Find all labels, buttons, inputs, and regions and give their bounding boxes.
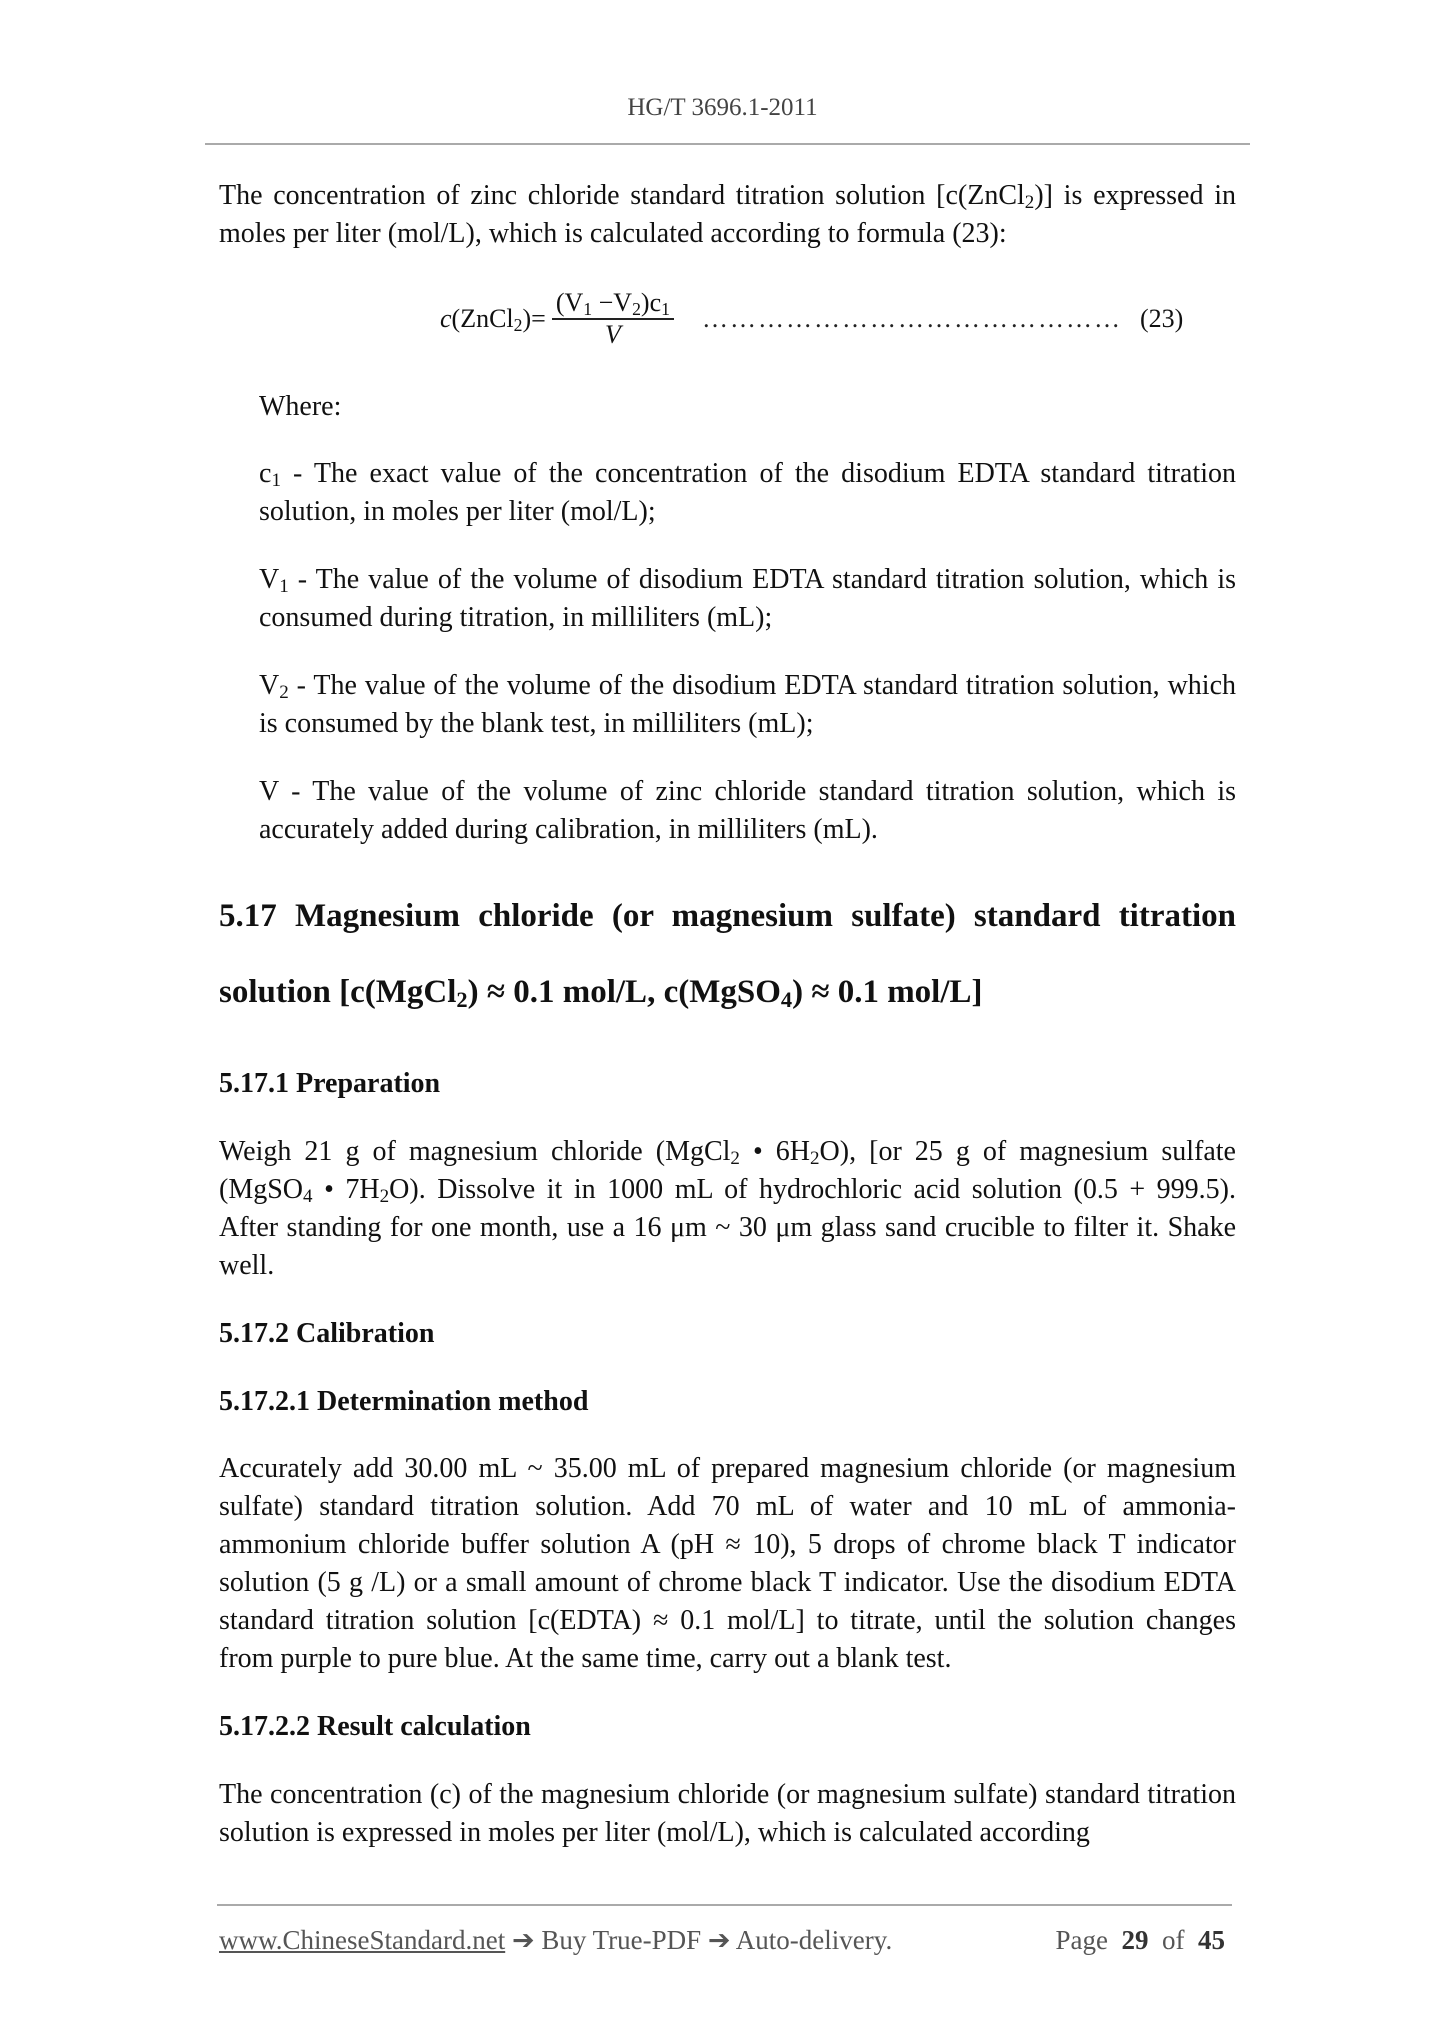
definition-v1: $V_1$ - The value of the volume of disodium EDTA standard titration solution, which is consumed during titration, in milliliters (mL); bbox=[259, 564, 1236, 633]
formula-eq: = bbox=[531, 304, 546, 333]
section-heading-5-17-line1: 5.17 Magnesium chloride (or magnesium sulfate) standard titration bbox=[219, 898, 1236, 934]
determination-paragraph: Accurately add 30.00 mL ~ 35.00 mL of prepared magnesium chloride (or magnesium sulfate) standard titration solution. Add 70 mL of water and 10 mL of ammonia-ammonium chloride buffer solution A (pH ≈ 10), 5 drops of chrome black T indicator solution (5 g /L) or a small amount of chrome black T indicator. Use the disodium EDTA standard titration solution [c(EDTA) ≈ 0.1 mol/L] to titrate, until the solution changes from purple to pure blue. At the same time, carry out a blank test. bbox=[219, 1453, 1236, 1674]
formula-23 bbox=[440, 288, 1183, 350]
result-paragraph: The concentration (c) of the magnesium chloride (or magnesium sulfate) standard titration solution is expressed in moles per liter (mol/L), which is calculated according bbox=[219, 1779, 1236, 1848]
page-word: Page bbox=[1055, 1925, 1108, 1955]
arrow-right-icon: ➔ bbox=[707, 1925, 731, 1955]
section-heading-5-17-line2: solution [c(MgCl$_2$) ≈ 0.1 mol/L, c(MgSO$_4$) ≈ 0.1 mol/L] bbox=[219, 974, 983, 1012]
definition-v: V - The value of the volume of zinc chloride standard titration solution, which is accurately added during calibration, in milliliters (mL). bbox=[259, 776, 1236, 845]
header-divider bbox=[205, 143, 1250, 145]
where-label: Where: bbox=[259, 391, 342, 422]
definition-v2: $V_2$ - The value of the volume of the disodium EDTA standard titration solution, which is consumed by the blank test, in milliliters (mL); bbox=[259, 670, 1236, 739]
preparation-paragraph: Weigh 21 g of magnesium chloride (MgCl$_2$ • $6H_2O$), [or 25 g of magnesium sulfate (MgSO$_4$ • $7H_2O$). Dissolve it in 1000 mL of hydrochloric acid solution (0.5 + 999.5). After standing for one month, use a 16 μm ~ 30 μm glass sand crucible to filter it. Shake well. bbox=[219, 1136, 1237, 1281]
total-pages: 45 bbox=[1198, 1925, 1225, 1955]
formula-species: (ZnCl bbox=[451, 304, 514, 333]
intro-paragraph: The concentration of zinc chloride standard titration solution [c(ZnCl$_2$)] is expressed in moles per liter (mol/L), which is calculated according to formula (23): bbox=[219, 180, 1236, 249]
buy-text: Buy True-PDF bbox=[541, 1925, 702, 1955]
delivery-text: Auto-delivery. bbox=[735, 1925, 893, 1955]
footer-promo bbox=[219, 1925, 892, 1956]
website-link[interactable]: www.ChineseStandard.net bbox=[219, 1925, 506, 1955]
heading-5-17-1: 5.17.1 Preparation bbox=[219, 1068, 441, 1099]
definition-c1: $c_1$ - The exact value of the concentration of the disodium EDTA standard titration solution, in moles per liter (mol/L); bbox=[259, 458, 1236, 527]
formula-fraction bbox=[552, 288, 674, 350]
footer-divider bbox=[217, 1904, 1232, 1906]
arrow-right-icon: ➔ bbox=[511, 1925, 535, 1955]
formula-numerator: $(V_1 -V_2)c_1$ bbox=[552, 288, 674, 320]
page-number bbox=[1056, 1925, 1225, 1956]
document-id-header: HG/T 3696.1-2011 bbox=[627, 94, 818, 121]
current-page: 29 bbox=[1121, 1925, 1149, 1955]
formula-number: (23) bbox=[1139, 304, 1184, 333]
heading-5-17-2-1: 5.17.2.1 Determination method bbox=[219, 1386, 589, 1417]
heading-5-17-2: 5.17.2 Calibration bbox=[219, 1318, 435, 1349]
of-word: of bbox=[1162, 1925, 1185, 1955]
formula-denominator: V bbox=[604, 320, 621, 349]
formula-leader-dots: ……………………………………… bbox=[701, 304, 1122, 333]
formula-close: ) bbox=[522, 304, 532, 333]
formula-sub: 2 bbox=[513, 314, 523, 335]
heading-5-17-2-2: 5.17.2.2 Result calculation bbox=[219, 1711, 531, 1742]
formula-c: c bbox=[440, 304, 452, 333]
